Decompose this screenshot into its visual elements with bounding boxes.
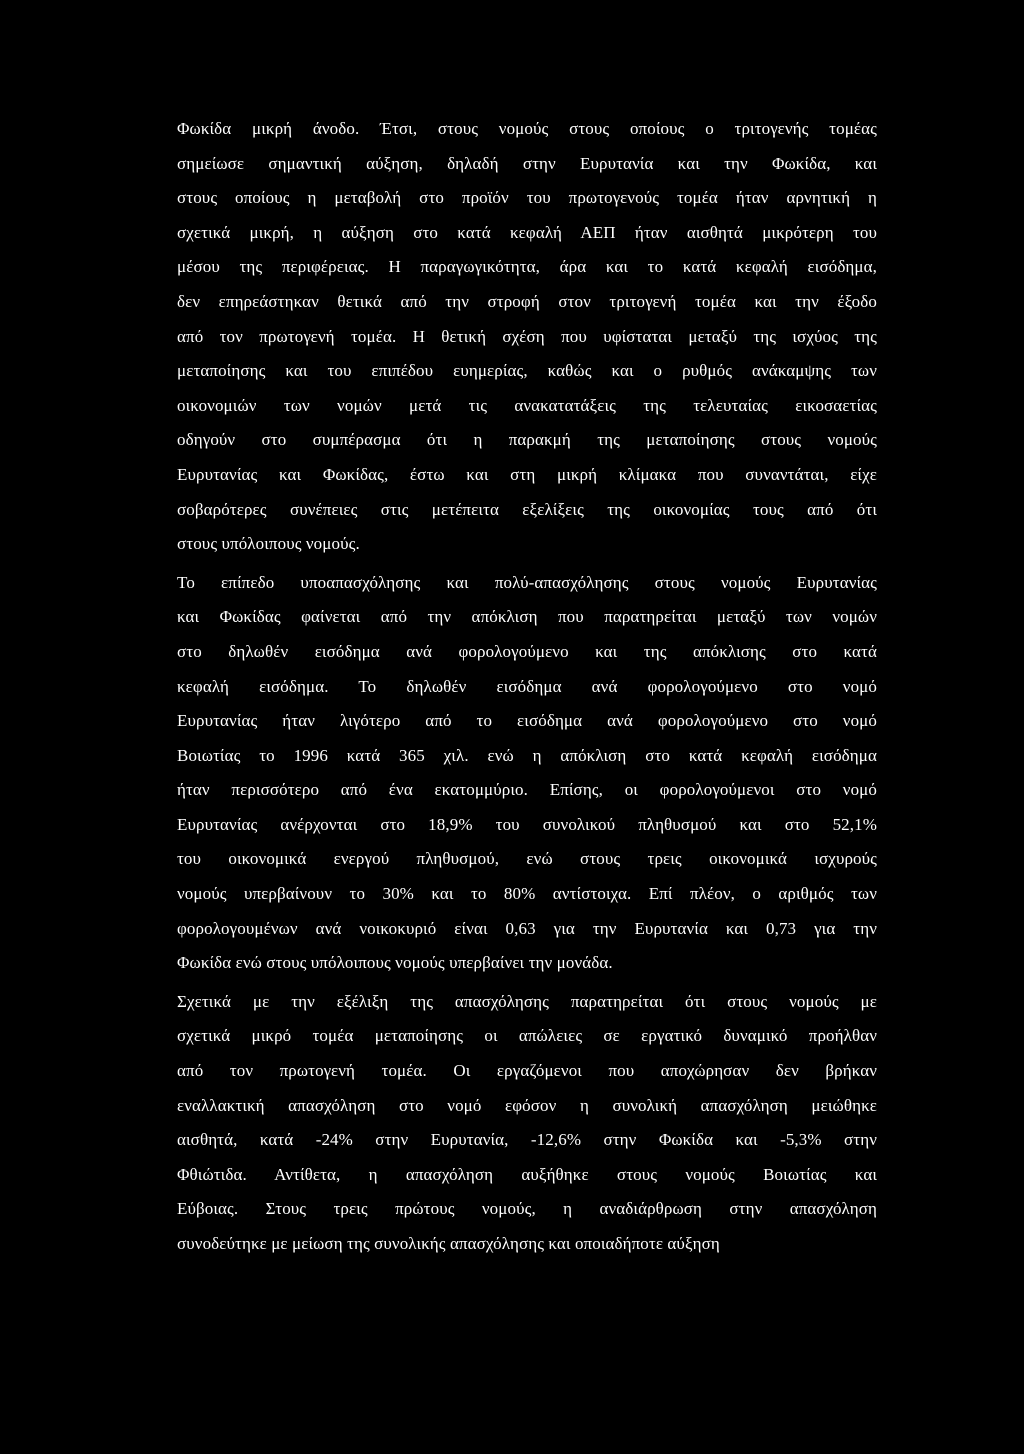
text-line: φορολογουμένων ανά νοικοκυριό είναι 0,63 για την Ευρυτανία και 0,73 για την: [177, 918, 877, 938]
text-line: στους οποίους η μεταβολή στο προϊόν του πρωτογενούς τομέα ήταν αρνητική η: [177, 188, 877, 208]
text-line: Εύβοιας. Στους τρεις πρώτους νομούς, η αναδιάρθρωση στην απασχόληση: [177, 1199, 877, 1219]
text-line: σοβαρότερες συνέπειες στις μετέπειτα εξελίξεις της οικονομίας τους από ότι: [177, 499, 877, 519]
text-line: σχετικά μικρή, η αύξηση στο κατά κεφαλή ΑΕΠ ήταν αισθητά μικρότερη του: [177, 222, 877, 242]
text-line: συνοδεύτηκε με μείωση της συνολικής απασχόλησης και οποιαδήποτε αύξηση: [177, 1234, 720, 1253]
text-line: Ευρυτανίας και Φωκίδας, έστω και στη μικρή κλίμακα που συναντάται, είχε: [177, 464, 877, 484]
document-body: [177, 112, 877, 1262]
text-line: Φωκίδα ενώ στους υπόλοιπους νομούς υπερβαίνει την μονάδα.: [177, 953, 613, 973]
text-line: νομούς υπερβαίνουν το 30% και το 80% αντίστοιχα. Επί πλέον, ο αριθμός των: [177, 884, 877, 904]
text-line: στο δηλωθέν εισόδημα ανά φορολογούμενο και της απόκλισης στο κατά: [177, 641, 877, 661]
text-line: κεφαλή εισόδημα. Το δηλωθέν εισόδημα ανά φορολογούμενο στο νομό: [177, 676, 877, 696]
paragraph: [177, 112, 877, 562]
text-line: αισθητά, κατά -24% στην Ευρυτανία, -12,6% στην Φωκίδα και -5,3% στην: [177, 1130, 877, 1150]
text-line: Ευρυτανίας ανέρχονται στο 18,9% του συνολικού πληθυσμού και στο 52,1%: [177, 814, 877, 834]
text-line: και Φωκίδας φαίνεται από την απόκλιση που παρατηρείται μεταξύ των νομών: [177, 607, 877, 627]
text-line: Βοιωτίας το 1996 κατά 365 χιλ. ενώ η απόκλιση στο κατά κεφαλή εισόδημα: [177, 745, 877, 765]
text-line: από τον πρωτογενή τομέα. Οι εργαζόμενοι που αποχώρησαν δεν βρήκαν: [177, 1061, 877, 1081]
text-line: οικονομιών των νομών μετά τις ανακατατάξεις της τελευταίας εικοσαετίας: [177, 395, 877, 415]
text-line: σχετικά μικρό τομέα μεταποίησης οι απώλειες σε εργατικό δυναμικό προήλθαν: [177, 1026, 877, 1046]
paragraph: [177, 566, 877, 981]
text-line: ήταν περισσότερο από ένα εκατομμύριο. Επίσης, οι φορολογούμενοι στο νομό: [177, 780, 877, 800]
text-line: του οικονομικά ενεργού πληθυσμού, ενώ στους τρεις οικονομικά ισχυρούς: [177, 849, 877, 869]
paragraph: [177, 985, 877, 1262]
text-line: οδηγούν στο συμπέρασμα ότι η παρακμή της μεταποίησης στους νομούς: [177, 430, 877, 450]
text-line: από τον πρωτογενή τομέα. Η θετική σχέση που υφίσταται μεταξύ της ισχύος της: [177, 326, 877, 346]
text-line: στους υπόλοιπους νομούς.: [177, 534, 360, 554]
text-line: Το επίπεδο υποαπασχόλησης και πολύ-απασχόλησης στους νομούς Ευρυτανίας: [177, 572, 877, 592]
text-line: εναλλακτική απασχόληση στο νομό εφόσον η συνολική απασχόληση μειώθηκε: [177, 1095, 877, 1115]
text-line: Φθιώτιδα. Αντίθετα, η απασχόληση αυξήθηκε στους νομούς Βοιωτίας και: [177, 1164, 877, 1184]
text-line: μέσου της περιφέρειας. Η παραγωγικότητα, άρα και το κατά κεφαλή εισόδημα,: [177, 257, 877, 277]
text-line: Ευρυτανίας ήταν λιγότερο από το εισόδημα ανά φορολογούμενο στο νομό: [177, 711, 877, 731]
text-line: δεν επηρεάστηκαν θετικά από την στροφή στον τριτογενή τομέα και την έξοδο: [177, 291, 877, 311]
text-line: μεταποίησης και του επιπέδου ευημερίας, καθώς και ο ρυθμός ανάκαμψης των: [177, 361, 877, 381]
text-line: σημείωσε σημαντική αύξηση, δηλαδή στην Ευρυτανία και την Φωκίδα, και: [177, 153, 877, 173]
text-line: Σχετικά με την εξέλιξη της απασχόλησης παρατηρείται ότι στους νομούς με: [177, 991, 877, 1011]
text-line: Φωκίδα μικρή άνοδο. Έτσι, στους νομούς στους οποίους ο τριτογενής τομέας: [177, 119, 877, 138]
